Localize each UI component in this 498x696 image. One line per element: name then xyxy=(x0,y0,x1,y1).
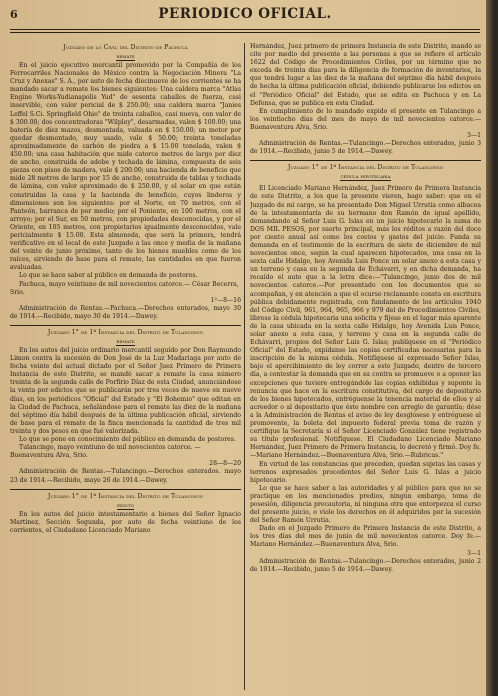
court-heading: Juzgado de lo Civil del Distrito de Pachuca xyxy=(63,44,188,51)
notice-body: En el juicio ejecutivo mercantil promovido por la Compañía de los Ferrocarriles Nacionales de México contra la Negociación Minera "La Cruz y Anexas" S. A., por auto de fecha diecinueve de los corrientes se ha mandado sacar a remate los bienes siguientes: Una caldera marca "Atlas Engine Works-Yudianapolis Yud" de sesenta caballos de fuerza, casi inservible, con valor pericial de $ 250.00; una caldera marca "Janies Leffel S.Ci. Springfield Ohio" de treinta caballos, casi nueva, con valor de $ 300.00; dos concentradoras "Wilpley", desarmadas, valen $ 100.00; una batería de diez mazos, desmontada, valuada en $ 150.00; un motor por quedar desmontado, muy usado, vale $ 50.00; treinta toneladas aproximadamente de carbón de piedra a $ 15.00 tonelada, valen $ 450.00; una casa habitación que mide catorce metros de largo por diez de ancho, construída de adobe y techada de lámina, compuesta de seis piezas con pisos de madera, vale $ 200.00; una hacienda de beneficio que mide 28 metros de largo por 15 de ancho, construida de tablas y techada de lámina, con valor aproximado de $ 250.00, y el solar en que están construidas la casa y la hacienda de beneficio, cuyos linderos y dimensiones son los siguientes: por el Norte, en 70 metros, con el Panteón, barranca de por medio; por el Poniente, en 100 metros, con el arroyo; por el Sur, en 50 metros, con propiedades desconocidas, y por el Oriente, en 105 metros, con propietarios igualmente desconocidos, vale pericialmente $ 15.00. Esta almoneda, que será la primera, tendrá verificativo en el local de este Juzgado a las once y media de la mañana del veinte de junio próximo, tanto de los bienes muebles como de los raíces, sirviendo de base para el remate, las cantidades en que fueron avaluadas. xyxy=(10,62,241,272)
court-heading: Juzgado 1° de 1ª Instancia del Distrito de Tulancingo xyxy=(287,164,444,172)
notice-ref: 3—1 xyxy=(467,132,481,140)
separator xyxy=(250,160,481,161)
page-header xyxy=(10,6,480,28)
notice-type: remate xyxy=(116,54,135,60)
notice-paragraph: Lo que se pone en conocimiento del público en demanda de postores. xyxy=(19,436,236,444)
notice-ref: 3—1 xyxy=(467,549,481,557)
notice-paragraph: Lo que se hace saber al público en demanda de postores. xyxy=(19,272,198,280)
header-rule-top xyxy=(10,29,480,30)
left-column xyxy=(10,43,241,693)
notice-admin: Administración de Rentas.—Tulancingo.—Derechos enterados. mayo 23 de 1914.—Recibido, mayo 26 de 1914.—Dawey. xyxy=(10,468,241,484)
notice-ref: 28—8—20 xyxy=(209,460,241,468)
notice-paragraph: En cumplimiento de lo mandado expido el presente en Tulancingo a los veintiocho días del mes de mayo de mil novecientos catorce.—Buenaventura Alva, Srio. xyxy=(250,107,481,131)
notice-admin: Administración de Rentas.—Tulancingo.—Derechos enterados, junio 3 de 1914.—Recibido, junio 5 de 1914.—Dawey. xyxy=(250,140,481,156)
notice-signature: Pachuca, mayo veintiuno de mil novecientos catorce.— César Becerra, Srio. xyxy=(10,280,239,296)
notice-ref: 1²—8—16 xyxy=(210,296,241,304)
notice-body: Hernández, Juez primero de primera Instancia de este Distrito, mandó se cite por medio del presente a las personas a que se refiere el artículo 1622 del Código de Procedimientos Civiles, por un término que no exceda de treinta días para la diligencia de formación de inventarios, la que tendrá lugar a las diez de la mañana del séptimo día hábil después de hecha la última publicación oficial, debiendo publicarse los edictos en el "Periódico Oficial" del Estado, que se edita en Pachuca y en La Defensa, que se publica en esta Ciudad. xyxy=(250,43,481,107)
right-column xyxy=(250,43,481,693)
column-divider xyxy=(244,43,245,690)
notice-type: remate xyxy=(116,339,135,345)
notice-body: El Licenciado Mariano Hernández, Juez Primero de Primera Instancia de este Distrito, a los que la presente vieren, hago saber: que en el Juzgado de mi cargo, se ha presentado Don Miguel Urrutia como albacea de la intestamentaría de su hermano don Ramón de igual apellido, demandando al Señor Luis G. Islas en un juicio hipotecario la suma de DOS MIL PESOS, por suerte principal, más los réditos a razón del doce por ciento anual así como los costos y gastos del juicio. Funda su demanda en el testimonio de la escritura de siete de diciembre de mil novecientos once, según la cual aparecen hipotecados, una casa en la sexta calle Hidalgo, hoy Avenida Luis Ponce un solar anexo a esta casa y un terreno y casa en la segunda de Echávarri, y en dicha demanda, ha recaído el auto que a la letra dice:—"Tulancingo, junio dos de mil novecientos catorce.—Por presentado con los documentos que se acompañan, y en atención a que el ocurso reclamante consta en escritura pública debidamente registrada, con fundamento de los artículos 1940 del Código Civil, 961, 964, 965, 966 y 979 del de Procedimientos Civiles, líbrese la cédula hipotecaria una solicita y fíjese en el lugar más aparente de la casa ubicada en la sexta calle Hidalgo, hoy Avenida Luis Ponce, solar anexo a esta casa, y terreno y casa en la segunda calle de Echávarri, propios del Señor Luis G. Islas; publíquese en el "Periódico Oficial" del Estado, expídanse las copias certificadas necesarias para la inscripción de la misma cédula. Notifíquese al expresado Señor Islas, bajo el apercibimiento de ley correr a este Juzgado, dentro de tercero día, a contestar la demanda que en su contra se promueve o a oponer las excepciones que tuviere entregándole las copias exhibidas y suponte la renuncia que hace en la escritura constitutiva, del cargo de depositario de los bienes hipotecados, entréguense la tenencia material de ellos y al acreedor o al depositario que éste nombre con arreglo de garantía; dése a la Administración de Rentas el aviso de ley desglósese y entréguese al promovente, la boleta del impuesto federal previa toma de razón y certifique la Secretaría si el Señor Licenciado González tiene registrado su título profesional. Notifíquese. El Ciudadano Licenciado Mariano Hernández, Juez Primero de Primera Instancia, lo decretó y firmó. Doy fe.—Mariano Hernández.—Buenaventura Alva, Srio.—Rubricas." xyxy=(250,185,481,460)
notice-paragraph: En virtud de las constancias que preceden, quedan sujetas las casas y terrenos expresados procedentes del Señor Luis G. Islas a juicio hipotecario. xyxy=(250,460,481,484)
separator xyxy=(10,325,241,326)
notice-body: En los autos del juicio intestamentario a bienes del Señor Ignacio Martínez, Sección Segunda, por auto de fecha veintiuno de los corrientes, el Ciudadano Licenciado Mariano xyxy=(10,510,241,534)
court-heading: Juzgado 1° de 1ª Instancia del Distrito de Tulancingo xyxy=(47,329,204,336)
notice-paragraph: Dado en el Juzgado Primero de Primera Instancia de este Distrito, a los tres días del mes de junio de mil novecientos catorce. Doy fe.—Mariano Hernández.—Buenaventura Alva, Srio. xyxy=(250,525,481,549)
separator xyxy=(10,489,241,490)
notice-admin: Administración de Rentas.—Pachuca.—Derechos enterados, mayo 30 de 1914.—Recibido, mayo 30 de 1914.—Dawey. xyxy=(10,304,241,320)
newspaper-title: PERIODICO OFICIAL. xyxy=(158,6,332,22)
notice-signature: Tulancingo, mayo veintiuno de mil novecientos catorce. —Buenaventura Alva, Srio. xyxy=(10,444,201,460)
notice-remate-pachuca xyxy=(10,44,241,321)
notice-type: cédula hipotecaria xyxy=(340,174,391,181)
header-rule-bottom xyxy=(10,32,480,33)
notice-edicto-continued xyxy=(250,43,481,156)
book-spine-edge xyxy=(486,0,494,696)
notice-paragraph: Lo que se hace saber a las autoridades y al público para que no se practique en los mencionados predios, ningún embargo, toma de posesión, diligencia precautoria, ni ninguna otra que entorpezca el curso del presente juicio, o viole los derechos en él adquiridos por la sucesión del Señor Ramón Urrutia. xyxy=(250,484,481,525)
notice-edicto-tulancingo xyxy=(10,493,241,535)
notice-admin: Administración de Rentas.—Tulancingo.—Derechos enterados, junio 2 de 1914.—Recibido, junio 5 de 1914.—Dawey. xyxy=(250,557,481,573)
notice-body: En los autos del juicio ordinario mercantil seguido por Don Raymundo Limon contra la sucesión de Don José de la Luz Madariaga por auto de fecha veinte del actual dictado por el Señor Juez Primero de Primera Instancia de este Distrito, se mandó sacar a remate la casa número treinta de la segunda calle de Porfirio Díaz de esta Ciudad, anunciándose la venta por edictos que se publicarán por tres veces de nueve en nueve días, en los periódicos "Oficial" del Estado y "El Bohemio" que editan en la Ciudad de Pachuca, señalándose para el remate las diez de la mañana del séptimo día hábil después de la última publicación oficial, sirviendo de base para el remate de la finca mencionada la cantidad de tres mil treinta y dos pesos en que fué valorizada. xyxy=(10,347,241,435)
notice-type: edicto xyxy=(117,502,134,509)
court-heading: Juzgado 1° de 1ª Instancia del Distrito de Tulancingo xyxy=(47,492,204,500)
notice-remate-tulancingo xyxy=(10,329,241,485)
notice-cedula-hipotecaria xyxy=(250,164,481,574)
page-number: 6 xyxy=(10,8,18,21)
